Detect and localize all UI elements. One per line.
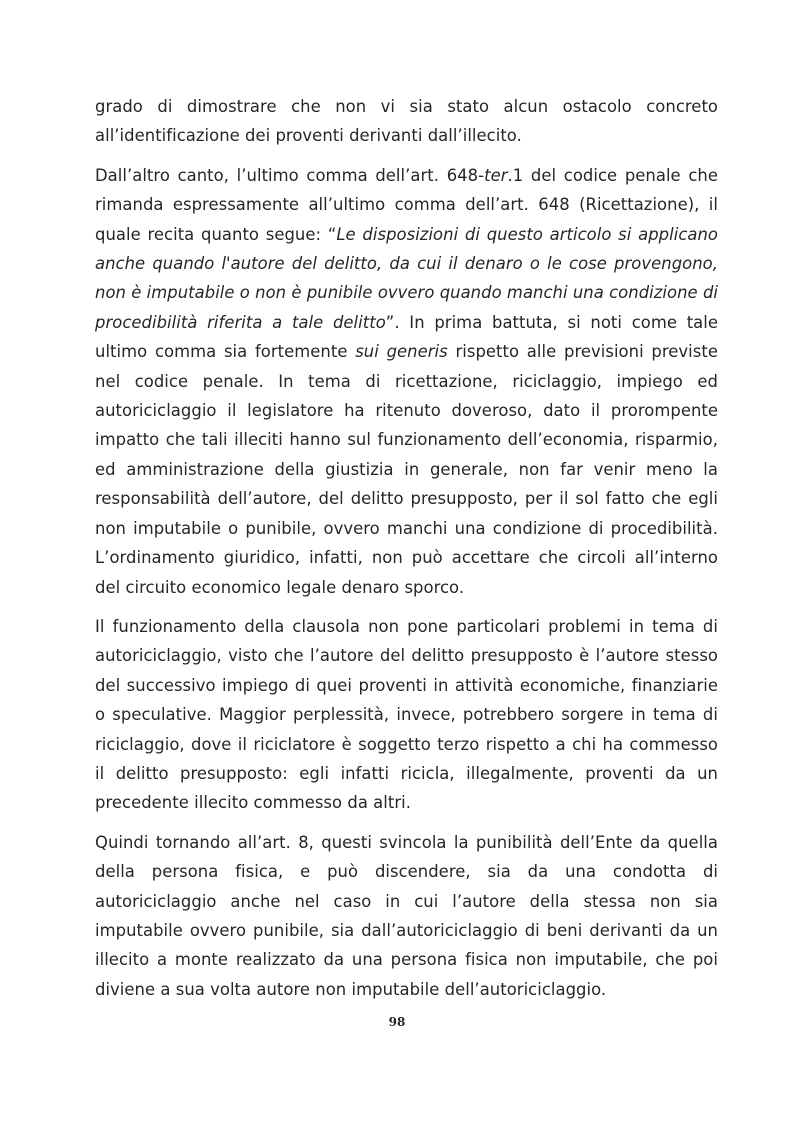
text-segment: rispetto alle previsioni previste nel codice penale. In tema di ricettazione, riciclaggio, impiego ed autoriciclaggio il legislatore ha ritenuto doveroso, dato il prorompente impatto che tali illeciti hanno sul funzionamento dell’economia, risparmio, ed amministrazione della giustizia in generale, non far venir meno la responsabilità dell’autore, del delitto presupposto, per il sol fatto che egli non imputabile o punibile, ovvero manchi una condizione di procedibilità. L’ordinamento giuridico, infatti, non può accettare che circoli all’interno del circuito economico legale denaro sporco. (95, 342, 718, 597)
paragraph (95, 92, 718, 151)
text-segment: Dall’altro canto, l’ultimo comma dell’art. 648- (95, 165, 485, 185)
text-segment: grado di dimostrare che non vi sia stato alcun ostacolo concreto all’identificazione dei proventi derivanti dall’illecito. (95, 97, 718, 146)
paragraph (95, 161, 718, 602)
paragraph (95, 612, 718, 818)
italic-text-segment: sui generis (355, 342, 448, 362)
paragraph (95, 828, 718, 1004)
text-segment: Il funzionamento della clausola non pone particolari problemi in tema di autoriciclaggio, visto che l’autore del delitto presupposto è l’autore stesso del successivo impiego di quei proventi in attività economiche, finanziarie o speculative. Maggior perplessità, invece, potrebbero sorgere in tema di riciclaggio, dove il riciclatore è soggetto terzo rispetto a chi ha commesso il delitto presupposto: egli infatti ricicla, illegalmente, proventi da un precedente illecito commesso da altri. (95, 616, 718, 813)
italic-quote: Le disposizioni di questo articolo si applicano anche quando l'autore del delitto, da cui il denaro o le cose provengono, non è imputabile o non è punibile ovvero quando manchi una condizione di procedibilità riferita a tale delitto (95, 224, 718, 332)
body-text (95, 92, 718, 1004)
italic-text-segment: ter (484, 165, 508, 185)
page-number: 98 (388, 1015, 406, 1029)
text-segment: Quindi tornando all’art. 8, questi svincola la punibilità dell’Ente da quella della persona fisica, e può discendere, sia da una condotta di autoriciclaggio anche nel caso in cui l’autore della stessa non sia imputabile ovvero punibile, sia dall’autoriciclaggio di beni derivanti da un illecito a monte realizzato da una persona fisica non imputabile, che poi diviene a sua volta autore non imputabile dell’autoriciclaggio. (95, 832, 718, 999)
text-segment: ”. In prima battuta, si noti come tale ultimo comma sia fortemente (95, 312, 718, 362)
text-segment: .1 del codice penale che rimanda espressamente all’ultimo comma dell’art. 648 (Ricettazione), il quale recita quanto segue: “ (95, 165, 718, 244)
